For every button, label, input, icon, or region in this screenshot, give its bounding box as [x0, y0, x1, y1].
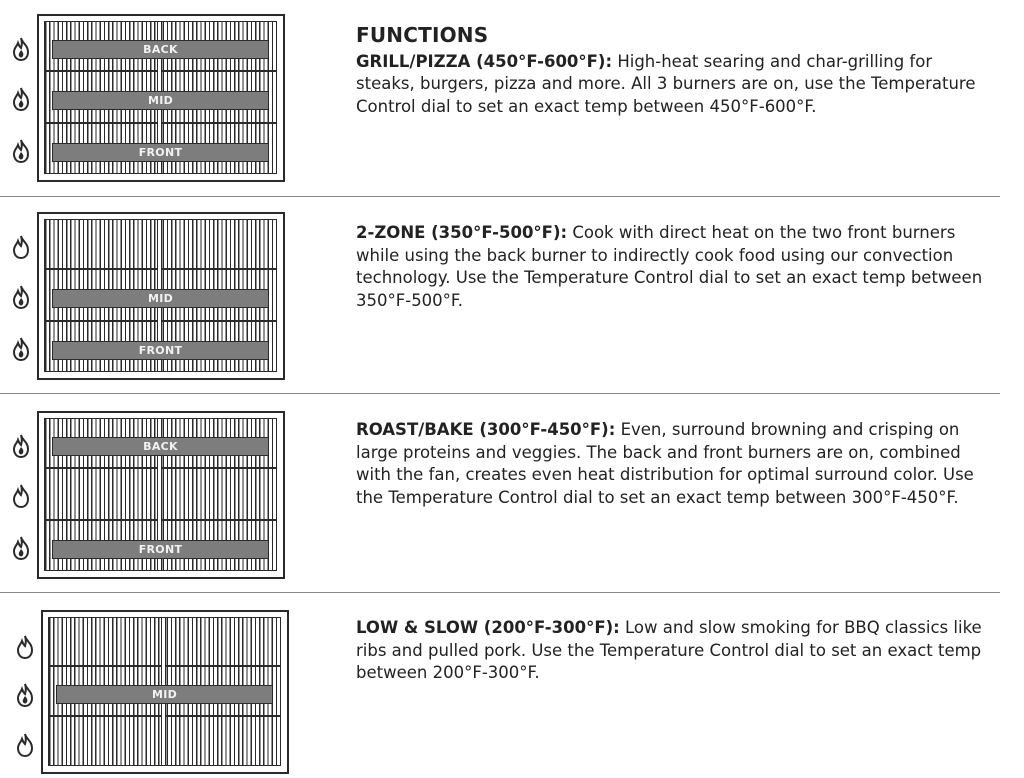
- function-description-block: [356, 222, 996, 312]
- function-section-grill-pizza: [0, 0, 1024, 196]
- grate-bars: [48, 617, 281, 766]
- function-description-block: [356, 51, 996, 119]
- mode-title: 2-ZONE (350°F-500°F):: [356, 223, 568, 242]
- function-description-block: [356, 617, 996, 685]
- flame-icon: [10, 284, 32, 310]
- grill-grate: [37, 212, 285, 380]
- zone-label-mid: MID: [52, 289, 269, 308]
- mode-title: GRILL/PIZZA (450°F-600°F):: [356, 51, 613, 71]
- grate-bars: [44, 418, 277, 571]
- zone-label-front: FRONT: [52, 143, 269, 162]
- function-text: [356, 222, 996, 312]
- zone-label-back: BACK: [52, 40, 269, 59]
- function-text: [356, 24, 996, 118]
- flame-icon: [10, 234, 32, 260]
- mode-description: Even, surround browning and crisping on large proteins and veggies. The back and front burners are on, combined with the fan, creates even heat distribution for optimal surround color. Use the Temperature Control dial to set an exact temp between 300°F-450°F.: [356, 420, 974, 507]
- grate-bars: [44, 21, 277, 174]
- flame-icon: [10, 86, 32, 112]
- flame-icon: [10, 336, 32, 362]
- grate-bars: [44, 219, 277, 372]
- mode-description: Cook with direct heat on the two front burners while using the back burner to indirectly cook food using our convection technology. Use the Temperature Control dial to set an exact temp between 350°F-500°F.: [356, 223, 983, 310]
- function-section-2-zone: [0, 196, 1024, 393]
- grill-grate: [37, 14, 285, 182]
- mode-title: ROAST/BAKE (300°F-450°F):: [356, 420, 616, 439]
- grill-diagram: [10, 14, 310, 182]
- flame-icon: [14, 682, 36, 708]
- function-description-block: [356, 419, 996, 509]
- zone-label-mid: MID: [52, 91, 269, 110]
- grill-diagram: [10, 212, 310, 380]
- mode-title: LOW & SLOW (200°F-300°F):: [356, 618, 620, 637]
- zone-label-mid: MID: [56, 685, 273, 704]
- grill-diagram: [10, 610, 310, 774]
- mode-description: Low and slow smoking for BBQ classics like ribs and pulled pork. Use the Temperature Control dial to set an exact temp between 200°F-300°F.: [356, 618, 982, 682]
- flame-icon: [10, 138, 32, 164]
- flame-icon: [10, 433, 32, 459]
- flame-icon: [14, 634, 36, 660]
- zone-label-front: FRONT: [52, 540, 269, 559]
- page-title: FUNCTIONS: [356, 23, 489, 47]
- grill-grate: [37, 411, 285, 579]
- flame-icon: [10, 535, 32, 561]
- flame-icon: [14, 732, 36, 758]
- flame-icon: [10, 36, 32, 62]
- zone-label-back: BACK: [52, 437, 269, 456]
- flame-icon: [10, 483, 32, 509]
- grill-grate: [41, 610, 289, 774]
- mode-description: High-heat searing and char-grilling for steaks, burgers, pizza and more. All 3 burners are on, use the Temperature Control dial to set an exact temp between 450°F-600°F.: [356, 51, 976, 116]
- zone-label-front: FRONT: [52, 341, 269, 360]
- function-section-roast-bake: [0, 393, 1024, 592]
- function-text: [356, 419, 996, 509]
- function-text: [356, 617, 996, 685]
- grill-diagram: [10, 411, 310, 579]
- function-section-low-slow: [0, 592, 1024, 778]
